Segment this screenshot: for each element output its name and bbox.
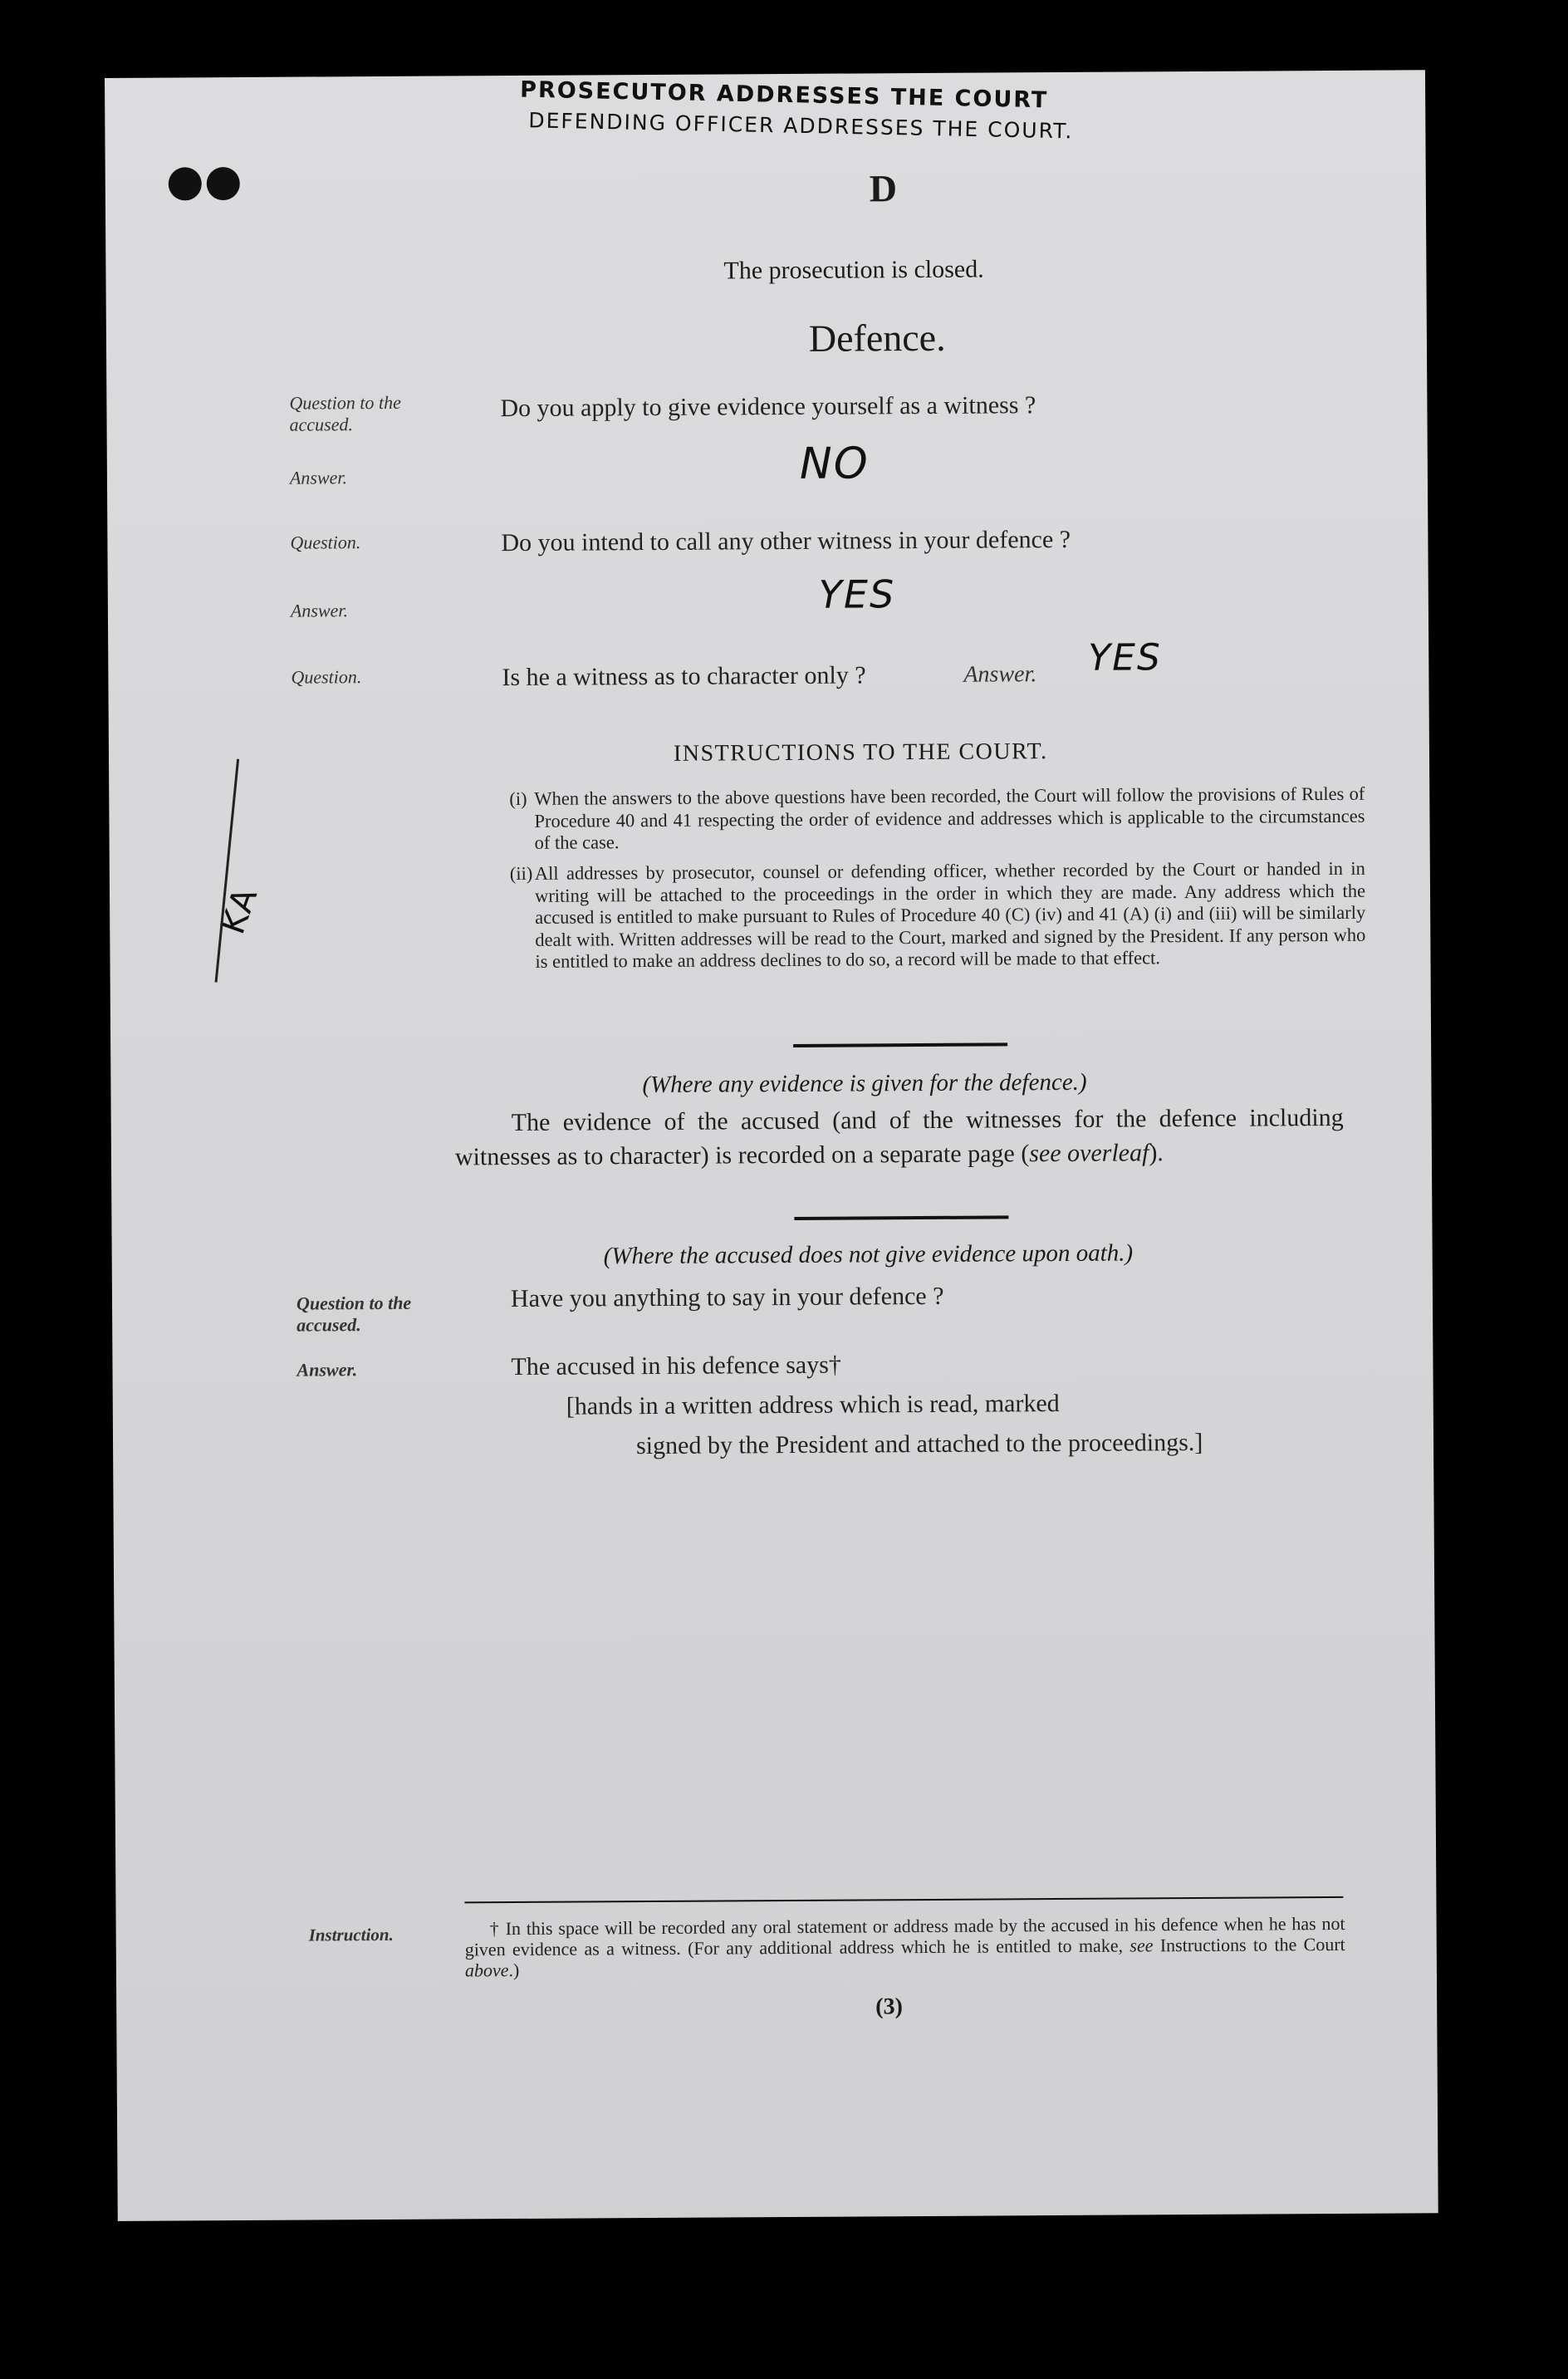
question-1: Do you apply to give evidence yourself as a witness ? — [500, 391, 1036, 423]
handwritten-note-line2: DEFENDING OFFICER ADDRESSES THE COURT. — [528, 108, 1074, 144]
evidence-heading: (Where any evidence is given for the defence.) — [642, 1068, 1087, 1099]
evidence-text-see: see overleaf — [1029, 1139, 1149, 1168]
footnote-text-mid: Instructions to the Court — [1153, 1933, 1345, 1956]
answer-label: Answer. — [289, 467, 348, 488]
question-label: Question. — [290, 532, 361, 553]
answer-1-handwritten: NO — [799, 439, 870, 489]
question-3: Is he a witness as to character only ? — [502, 661, 866, 692]
prosecution-closed: The prosecution is closed. — [723, 255, 984, 285]
footnote-rule — [464, 1896, 1343, 1903]
answer-4-line2: [hands in a written address which is read, marked — [566, 1390, 1060, 1420]
document-page — [105, 70, 1438, 2221]
instruction-number: (i) — [509, 787, 527, 810]
instruction-text: All addresses by prosecutor, counsel or defending officer, whether recorded by the Court or handed in in writing will be attached to the proceedings in the order in which they are made. Any address which the accused is entitled to make pursuant to Rules of Procedure 40 (C) (iv) and 41 (A) (i) and (iii) will be similarly dealt with. Written addresses will be read to the Court, marked and signed by the President. If any person who is entitled to make an address declines to do so, a record will be made to that effect. — [534, 857, 1366, 972]
handwritten-note-line1: PROSECUTOR ADDRESSES THE COURT — [519, 76, 1049, 114]
instruction-label: Instruction. — [308, 1924, 394, 1945]
instruction-text: When the answers to the above questions have been recorded, the Court will follow the provisions of Rules of Procedure 40 and 41 respecting the order of evidence and addresses which is applicable to the circumstances of the case. — [534, 782, 1365, 853]
question-to-accused-label: Question to the accused. — [296, 1292, 412, 1336]
answer-label: Answer. — [296, 1359, 358, 1381]
instructions-title: INSTRUCTIONS TO THE COURT. — [673, 738, 1048, 767]
footnote-text-see: see — [1129, 1935, 1154, 1956]
answer-2-handwritten: YES — [818, 571, 896, 617]
question-label: Question. — [291, 666, 362, 688]
instruction-item-2 — [510, 858, 1366, 974]
footnote-text-end: .) — [508, 1959, 520, 1981]
form-letter: D — [869, 167, 898, 210]
margin-initials: KA — [213, 881, 266, 939]
answer-4-line1: The accused in his defence says† — [511, 1351, 841, 1381]
answer-label-inline: Answer. — [963, 661, 1037, 688]
divider-1 — [793, 1042, 1007, 1047]
punch-holes-icon — [169, 167, 245, 205]
footnote-text — [465, 1913, 1345, 1980]
footnote-text-above: above — [464, 1960, 509, 1981]
question-to-accused-label: Question to the accused. — [289, 391, 401, 435]
instruction-number: (ii) — [509, 862, 533, 885]
answer-3-handwritten: YES — [1088, 636, 1163, 679]
answer-4-line3: signed by the President and attached to the proceedings.] — [635, 1428, 1203, 1460]
evidence-text-end: ). — [1149, 1139, 1164, 1167]
margin-pen-stroke — [215, 759, 240, 983]
no-oath-heading: (Where the accused does not give evidence upon oath.) — [603, 1239, 1134, 1270]
instruction-item-1 — [509, 783, 1365, 855]
evidence-text — [455, 1101, 1344, 1175]
question-4: Have you anything to say in your defence ? — [510, 1282, 944, 1313]
page-number: (3) — [875, 1994, 903, 2020]
divider-2 — [794, 1215, 1008, 1220]
question-2: Do you intend to call any other witness in your defence ? — [501, 525, 1071, 557]
footnote-text-main: † In this space will be recorded any oral statement or address made by the accused in his defence when he has not given evidence as a witness. (For any additional address which he is entitled to make, — [464, 1912, 1345, 1960]
answer-label: Answer. — [290, 600, 349, 621]
evidence-text-main: The evidence of the accused (and of the witnesses for the defence including witnesses as to character) is recorded on a separate page ( — [454, 1103, 1344, 1171]
defence-title: Defence. — [808, 316, 946, 360]
